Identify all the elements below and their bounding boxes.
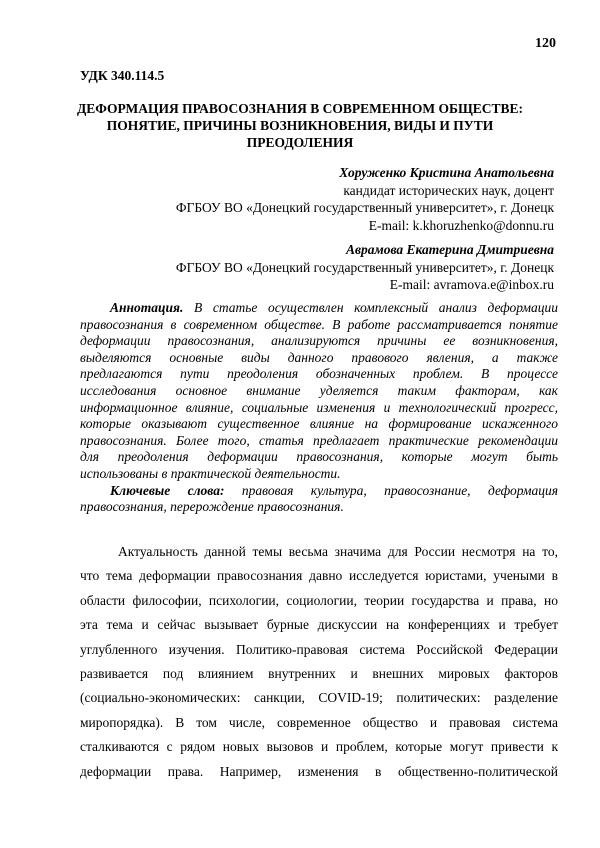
abstract-line: выделяются основные виды данного правового явления, а также bbox=[80, 349, 558, 365]
abstract bbox=[80, 300, 558, 516]
body-line: области философии, психологии, социологии, теории государства и права, но bbox=[80, 592, 558, 608]
abstract-line: деформации правосознания, анализируются причины ее возникновения, bbox=[80, 333, 558, 349]
abstract-line: правосознания в современном обществе. В работе рассматривается понятие bbox=[80, 316, 558, 332]
abstract-line: исследования основное внимание уделяется таким факторам, как bbox=[80, 382, 558, 398]
body-line: углубленного изучения. Политико-правовая система Российской Федерации bbox=[80, 641, 558, 657]
author-affiliation: ФГБОУ ВО «Донецкий государственный университет», г. Донецк bbox=[175, 259, 554, 275]
body-line: эта тема и сейчас вызывает бурные дискуссии на конференциях и требует bbox=[80, 617, 558, 633]
body-line: сталкиваются с рядом новых вызовов и проблем, которые могут привести к bbox=[80, 739, 558, 755]
body-line: что тема деформации правосознания давно исследуется юристами, учеными в bbox=[80, 568, 558, 584]
body-line: деформации права. Например, изменения в общественно-политической bbox=[80, 763, 558, 779]
author-affiliation: ФГБОУ ВО «Донецкий государственный университет», г. Донецк bbox=[175, 200, 554, 215]
page-number: 120 bbox=[535, 36, 556, 51]
author-name: Аврамова Екатерина Дмитриевна bbox=[345, 242, 554, 257]
abstract-line: использованы в практической деятельности. bbox=[80, 465, 341, 481]
keywords-line: правосознания, перерождение правосознания. bbox=[80, 499, 344, 515]
body-line: развивается под влиянием внутренних и внешних мировых факторов bbox=[80, 666, 558, 682]
udk-code: УДК 340.114.5 bbox=[80, 68, 165, 83]
abstract-line: правосознания. Более того, статья предлагает практические рекомендации bbox=[80, 432, 558, 448]
abstract-line: предлагаются пути преодоления обозначенных проблем. В процессе bbox=[80, 366, 558, 382]
article-title bbox=[60, 100, 540, 151]
author-block-2 bbox=[176, 241, 554, 294]
keywords-label: Ключевые слова: bbox=[110, 482, 225, 498]
author-block-1 bbox=[176, 164, 554, 234]
abstract-text: В статье осуществлен комплексный анализ деформации bbox=[193, 300, 559, 315]
abstract-line: информационное влияние, социальные изменения и технологический прогресс, bbox=[80, 399, 558, 415]
abstract-label: Аннотация. bbox=[110, 300, 184, 315]
title-line: ДЕФОРМАЦИЯ ПРАВОСОЗНАНИЯ В СОВРЕМЕННОМ ОБЩЕСТВЕ: bbox=[76, 101, 524, 116]
abstract-line bbox=[80, 300, 558, 317]
body-line: миропорядка). В том числе, современное общество и правовая система bbox=[80, 714, 558, 730]
abstract-line: которые оказывают существенное влияние на формирование искаженного bbox=[80, 416, 558, 432]
title-line: ПОНЯТИЕ, ПРИЧИНЫ ВОЗНИКНОВЕНИЯ, ВИДЫ И ПУТИ bbox=[106, 118, 494, 133]
keywords-line bbox=[80, 483, 558, 500]
title-line: ПРЕОДОЛЕНИЯ bbox=[246, 135, 354, 150]
body-line: (социально-экономических: санкции, COVID-19; политических: разделение bbox=[80, 690, 558, 706]
keywords-text: правовая культура, правосознание, деформация bbox=[241, 482, 558, 498]
abstract-line: для преодоления деформации правосознания, которые могут быть bbox=[80, 449, 558, 465]
author-name: Хоруженко Кристина Анатольевна bbox=[339, 165, 554, 180]
author-email: E-mail: avramova.e@inbox.ru bbox=[389, 277, 554, 292]
body-line: Актуальность данной темы весьма значима для России несмотря на то, bbox=[118, 544, 558, 559]
author-email: E-mail: k.khoruzhenko@donnu.ru bbox=[368, 217, 554, 233]
body-paragraph bbox=[80, 540, 558, 784]
author-degree: кандидат исторических наук, доцент bbox=[343, 182, 554, 198]
